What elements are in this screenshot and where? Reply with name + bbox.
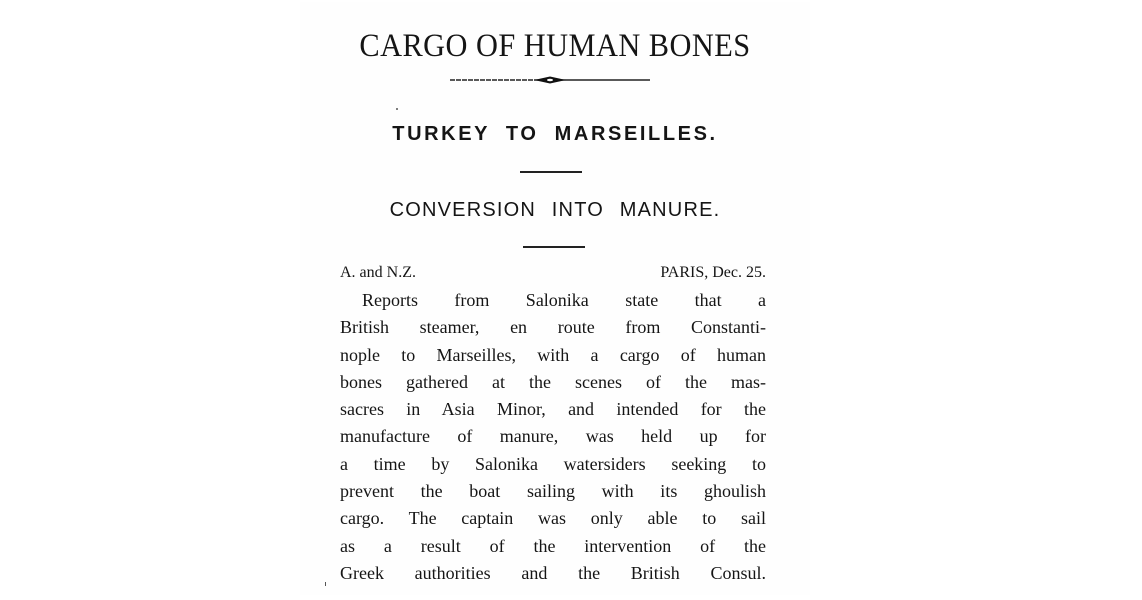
body-line: British steamer, en route from Constanti- <box>340 317 766 338</box>
divider-rule <box>520 171 582 173</box>
headline: CARGO OF HUMAN BONES <box>359 28 751 64</box>
subheading-1: TURKEY TO MARSEILLES. <box>392 123 718 145</box>
body-line: nople to Marseilles, with a cargo of human <box>340 344 766 365</box>
body-line: bones gathered at the scenes of the mas- <box>340 371 766 392</box>
body-line: Reports from Salonika state that a <box>362 290 766 310</box>
dateline <box>340 264 766 282</box>
body-line: prevent the boat sailing with its ghoulish <box>340 481 766 502</box>
body-line: a time by Salonika watersiders seeking to <box>340 453 766 474</box>
print-speck <box>396 108 398 110</box>
body-line: as a result of the intervention of the <box>340 535 766 556</box>
newspaper-clipping <box>300 2 810 595</box>
divider-rule <box>523 246 585 248</box>
body-line: cargo. The captain was only able to sail <box>340 508 766 529</box>
body-line: Greek authorities and the British Consul. <box>340 562 766 583</box>
print-speck <box>325 582 326 586</box>
article-body <box>340 287 766 587</box>
body-line: sacres in Asia Minor, and intended for the <box>340 399 766 420</box>
subheading-2: CONVERSION INTO MANURE. <box>389 199 721 221</box>
dateline-agency: A. and N.Z. <box>340 264 416 281</box>
dateline-place-date: PARIS, Dec. 25. <box>660 264 766 281</box>
body-line: manufacture of manure, was held up for <box>340 426 766 447</box>
ornamental-divider <box>450 76 650 84</box>
